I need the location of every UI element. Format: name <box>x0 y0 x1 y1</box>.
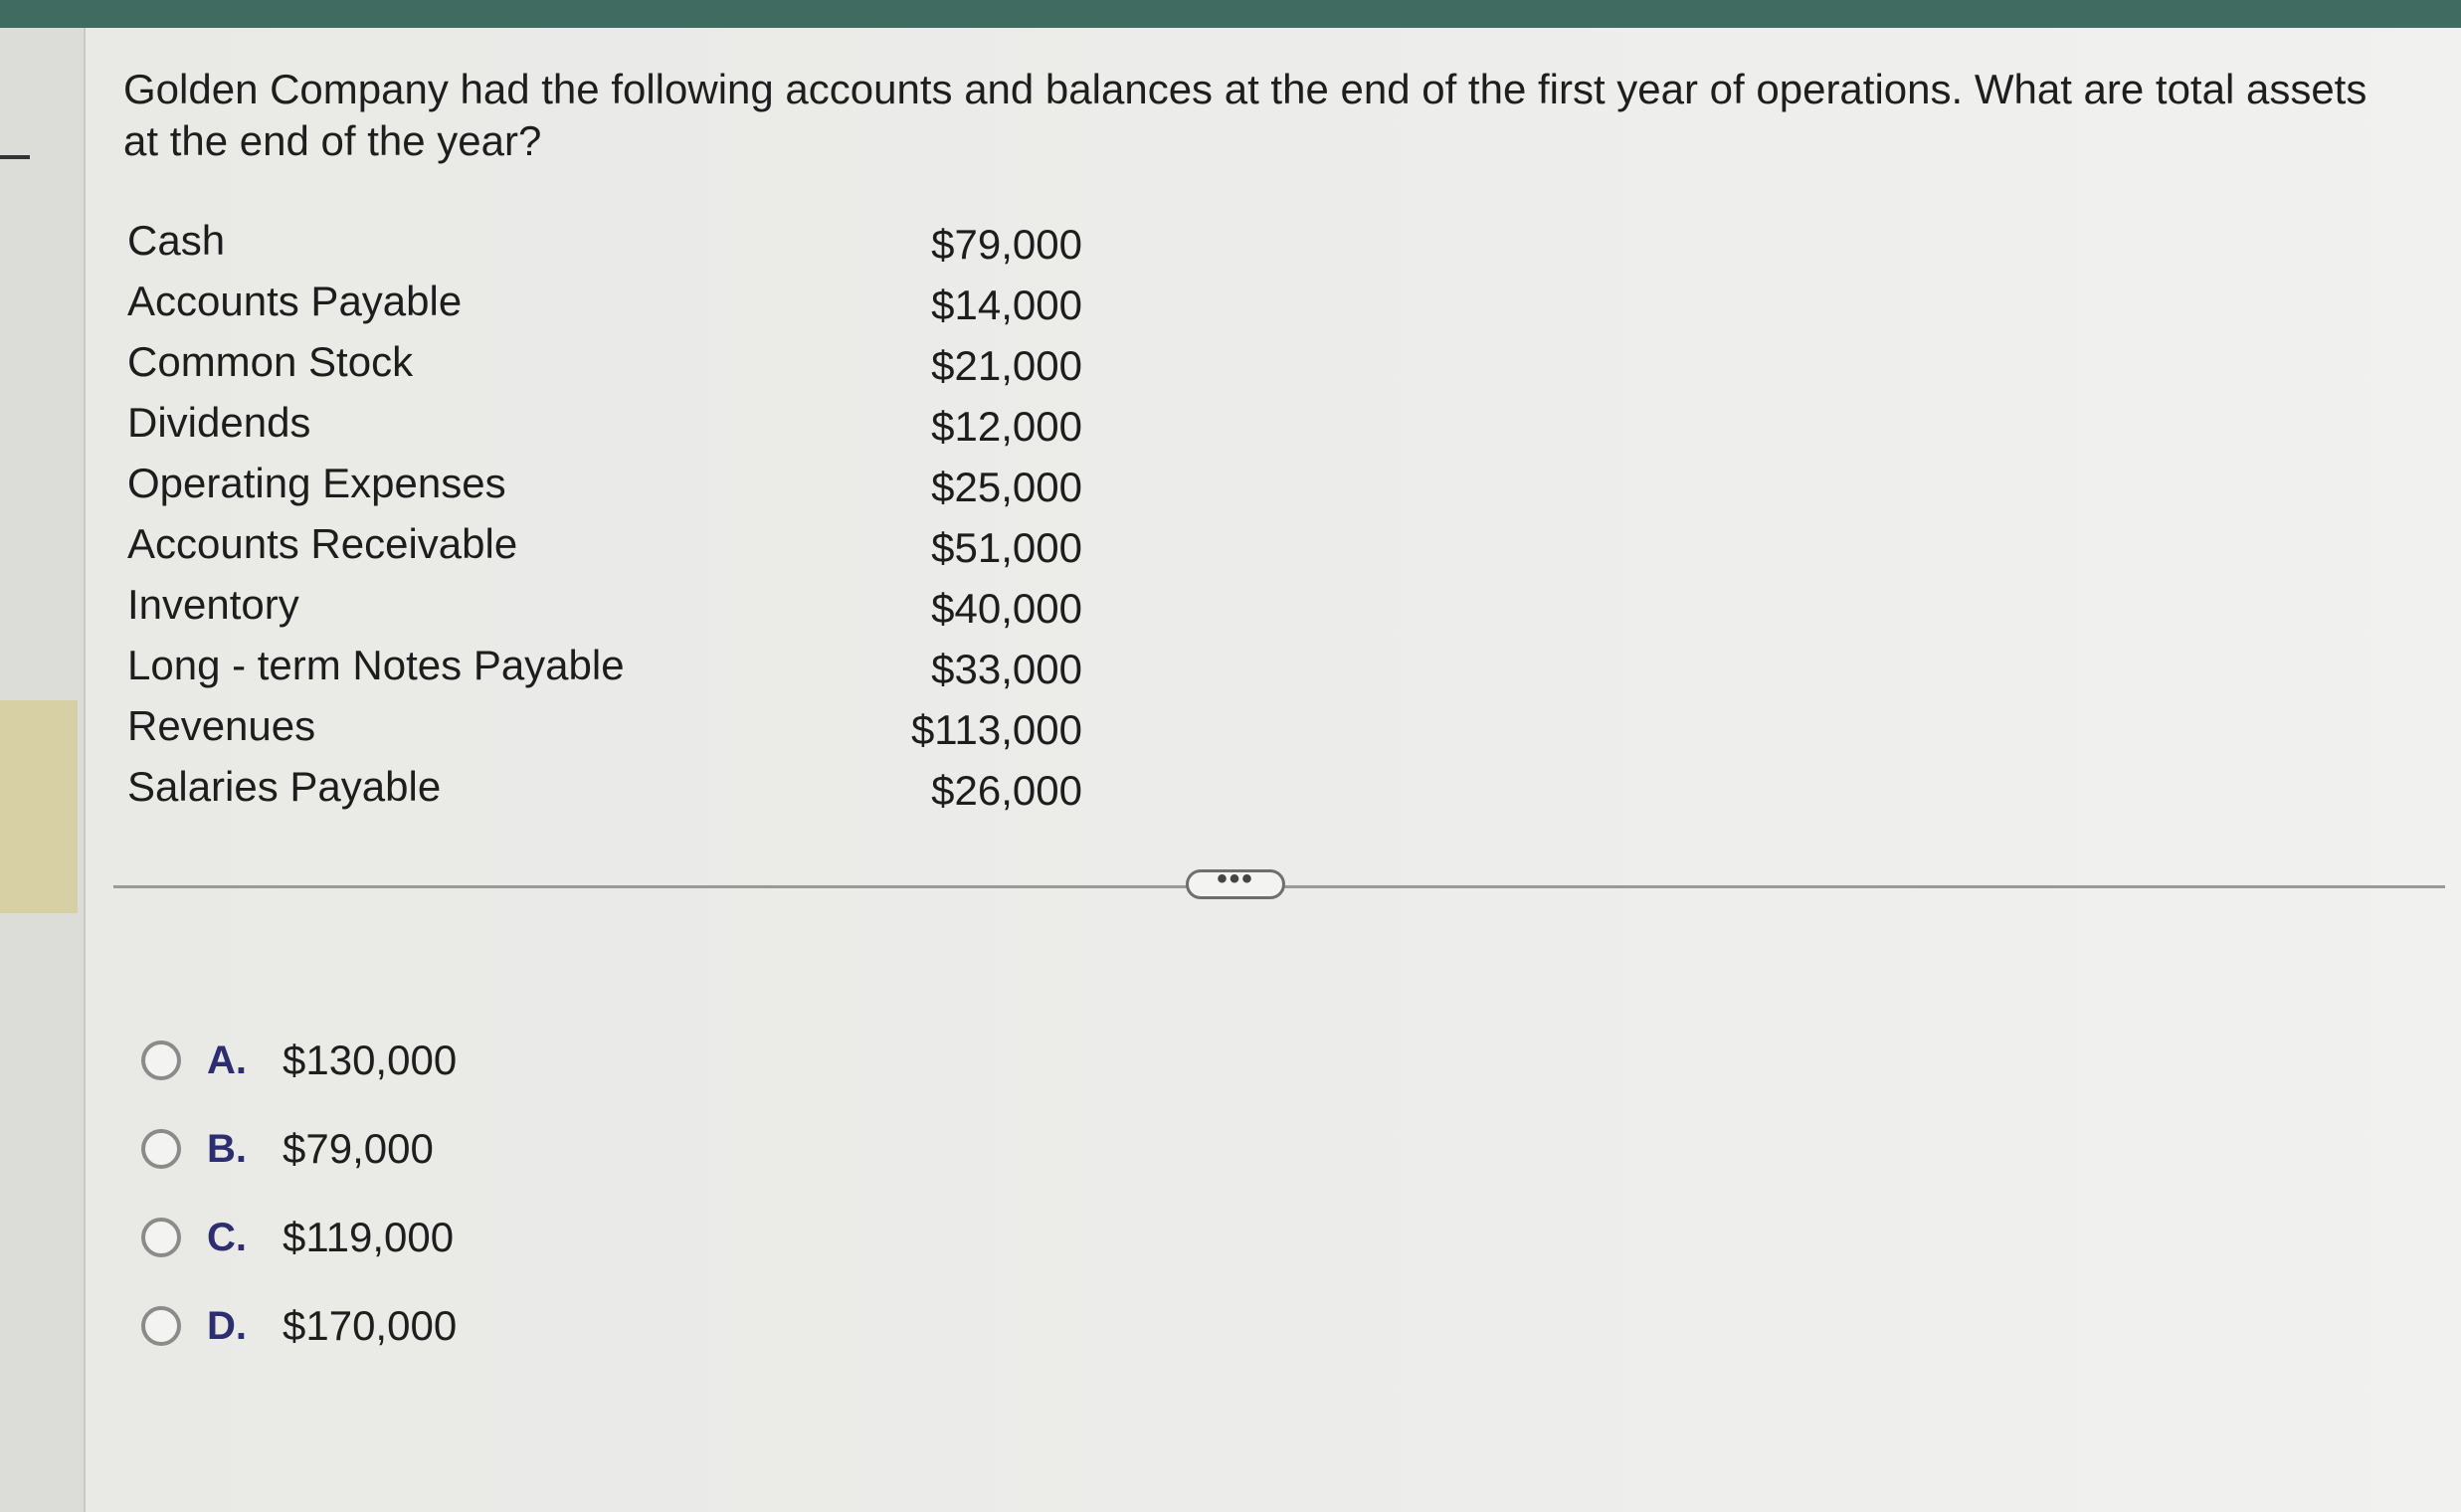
account-row <box>127 518 1082 579</box>
account-name: Dividends <box>127 399 311 446</box>
radio-button-icon[interactable] <box>141 1306 181 1346</box>
option-value: $130,000 <box>283 1037 458 1083</box>
gutter-highlight <box>0 700 78 913</box>
account-amount: $14,000 <box>931 282 1082 328</box>
account-name: Operating Expenses <box>127 460 506 506</box>
top-bar <box>0 0 2461 28</box>
answer-option-d[interactable] <box>141 1300 838 1389</box>
answer-options <box>141 1035 838 1389</box>
account-amount: $25,000 <box>931 464 1082 510</box>
account-amount: $51,000 <box>931 524 1082 571</box>
option-letter: C. <box>207 1216 247 1259</box>
account-amount: $21,000 <box>931 342 1082 389</box>
account-row <box>127 640 1082 700</box>
radio-button-icon[interactable] <box>141 1040 181 1080</box>
account-amount: $79,000 <box>931 221 1082 268</box>
account-amount: $40,000 <box>931 585 1082 632</box>
account-name: Revenues <box>127 702 316 749</box>
account-amount: $33,000 <box>931 646 1082 692</box>
account-name: Accounts Payable <box>127 278 463 324</box>
option-letter: D. <box>207 1304 247 1348</box>
radio-button-icon[interactable] <box>141 1129 181 1169</box>
more-options-button[interactable]: ••• <box>1186 869 1285 899</box>
option-letter: A. <box>207 1039 247 1082</box>
left-gutter <box>0 28 86 1512</box>
account-row <box>127 458 1082 518</box>
account-amount: $12,000 <box>931 403 1082 450</box>
account-row <box>127 397 1082 458</box>
answer-option-b[interactable] <box>141 1123 838 1212</box>
account-name: Inventory <box>127 581 299 628</box>
account-row <box>127 276 1082 336</box>
account-row <box>127 579 1082 640</box>
account-amount: $113,000 <box>910 706 1082 753</box>
option-letter: B. <box>207 1127 247 1171</box>
account-row <box>127 761 1082 822</box>
account-row <box>127 700 1082 761</box>
account-name: Salaries Payable <box>127 763 442 810</box>
account-name: Long - term Notes Payable <box>127 642 625 688</box>
account-row <box>127 215 1082 276</box>
question-panel <box>86 28 2461 1512</box>
account-amount: $26,000 <box>931 767 1082 814</box>
option-value: $119,000 <box>283 1214 455 1260</box>
account-name: Cash <box>127 217 226 264</box>
gutter-tick-mark <box>0 155 30 159</box>
account-row <box>127 336 1082 397</box>
accounts-table <box>127 215 1082 822</box>
answer-option-c[interactable] <box>141 1212 838 1300</box>
option-value: $79,000 <box>283 1125 434 1172</box>
option-value: $170,000 <box>283 1302 458 1349</box>
answer-option-a[interactable] <box>141 1035 838 1123</box>
account-name: Accounts Receivable <box>127 520 518 567</box>
radio-button-icon[interactable] <box>141 1218 181 1257</box>
question-text: Golden Company had the following accounts and balances at the end of the first year of operations. What are total assets at the end of the year? <box>123 66 2367 164</box>
account-name: Common Stock <box>127 338 414 385</box>
